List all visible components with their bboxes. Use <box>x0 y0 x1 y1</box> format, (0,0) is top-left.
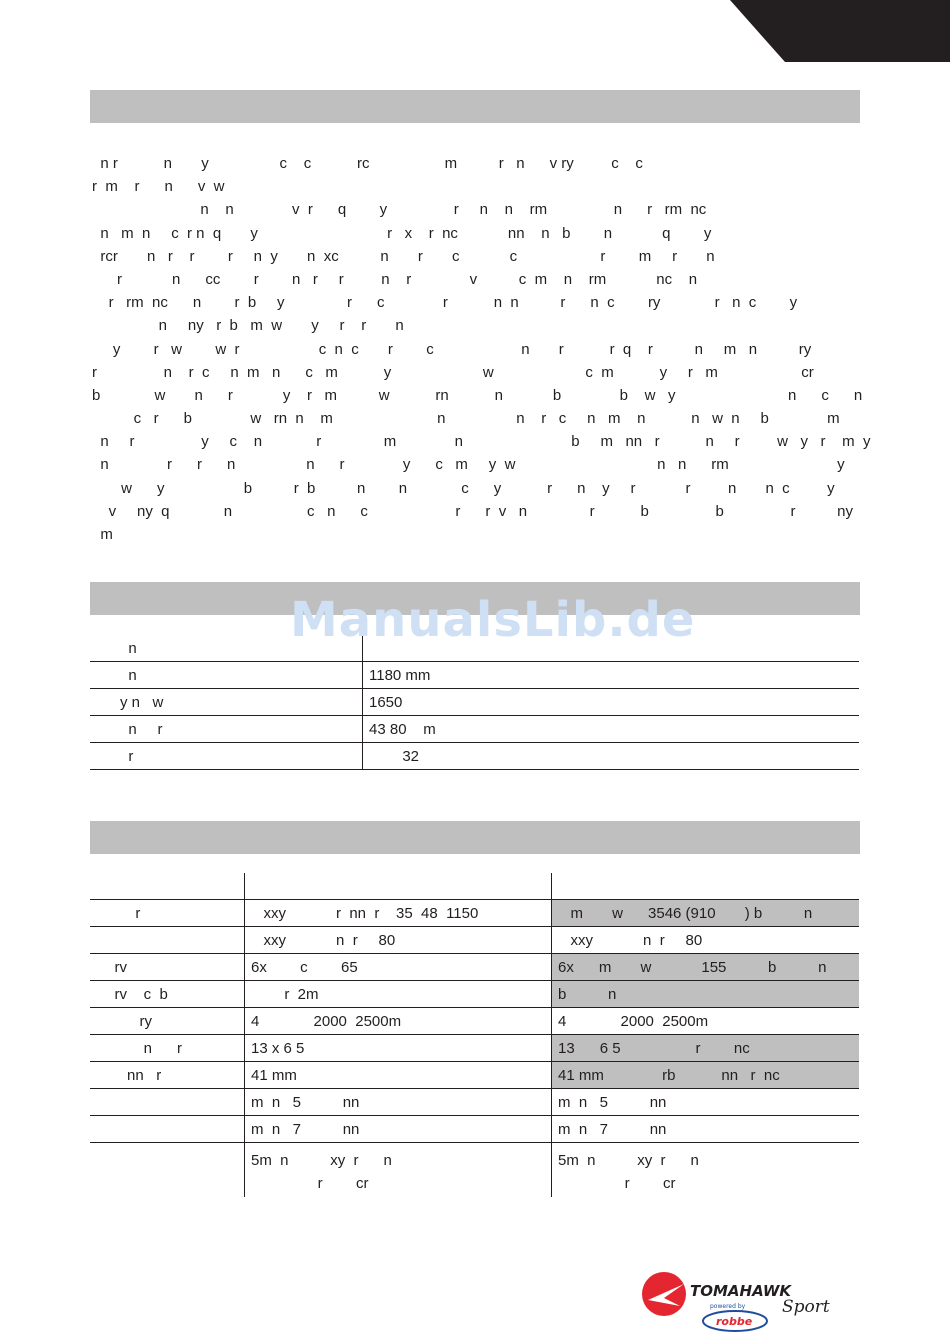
section-header-bar-description <box>90 90 860 123</box>
equip-option-a: m n 5 nn <box>245 1089 552 1116</box>
paragraph-line: r rm nc n r b y r c r n n r n c ry r n c y <box>92 294 798 312</box>
equip-option-b: m n 5 nn <box>552 1089 860 1116</box>
spec-value: 43 80 m <box>363 716 860 743</box>
watermark: ManualsLib.de <box>290 592 696 648</box>
equip-option-a: 4 2000 2500m <box>245 1008 552 1035</box>
equip-option-b: 4 2000 2500m <box>552 1008 860 1035</box>
paragraph-line: y r w w r c n c r c n r r q r n m n ry <box>92 340 812 358</box>
section-header-bar-equipment <box>90 821 860 854</box>
equip-item-label <box>90 1143 245 1198</box>
logo-partner-text: robbe <box>716 1315 753 1328</box>
spec-value: 1180 mm <box>363 662 860 689</box>
table-row <box>90 873 859 900</box>
spec-value: 32 <box>363 743 860 770</box>
spec-label: y n w <box>90 689 363 716</box>
table-row <box>90 927 859 954</box>
paragraph-line: n n v r q y r n n rm n r rm nc <box>92 201 707 219</box>
equip-option-b: b n <box>552 981 860 1008</box>
equip-option-a: r 2m <box>245 981 552 1008</box>
table-row <box>90 1143 859 1198</box>
table-row <box>90 636 859 662</box>
equip-option-b: 13 6 5 r nc <box>552 1035 860 1062</box>
paragraph-line: n r n y c c rc m r n v ry c c <box>92 155 643 172</box>
cell-line: 5m n xy r n <box>558 1152 699 1169</box>
table-row <box>90 662 859 689</box>
paragraph-line: r n cc r n r r n r v c m n rm nc n <box>92 270 698 288</box>
specs-table <box>90 636 859 770</box>
equip-option-a <box>245 1143 552 1198</box>
equip-item-label: n r <box>90 1035 245 1062</box>
equip-option-a: xxy r nn r 35 48 1150 <box>245 900 552 927</box>
corner-tab-decoration <box>730 0 950 62</box>
paragraph-line: m <box>92 526 113 543</box>
intro-paragraph <box>92 152 871 546</box>
paragraph-line: c r b w rn n m n n r c n m n n w n b m <box>92 410 840 428</box>
table-row <box>90 743 859 770</box>
equip-header-option-b <box>552 873 860 900</box>
table-row <box>90 1116 859 1143</box>
cell-line: r cr <box>251 1175 369 1192</box>
paragraph-line: w y b r b n n c y r n y r r n n c y <box>92 479 835 497</box>
equip-option-a: m n 7 nn <box>245 1116 552 1143</box>
table-row <box>90 900 859 927</box>
table-row <box>90 1035 859 1062</box>
equip-option-a: 6x c 65 <box>245 954 552 981</box>
paragraph-line: n ny r b m w y r r n <box>92 317 404 335</box>
spec-label: n <box>90 662 363 689</box>
spec-label: n r <box>90 716 363 743</box>
equip-item-label: ry <box>90 1008 245 1035</box>
equip-option-b <box>552 1143 860 1198</box>
paragraph-line: n r y c n r m n b m nn r n r w y r m y <box>92 433 871 451</box>
equip-option-b: m w 3546 (910 ) b n <box>552 900 860 927</box>
equip-item-label <box>90 1116 245 1143</box>
paragraph-line: b w n r y r m w rn n b b w y n c n <box>92 386 863 404</box>
paragraph-line: r m r n v w <box>92 178 225 196</box>
specs-header-value <box>363 636 860 662</box>
table-row <box>90 689 859 716</box>
equip-item-label: rv <box>90 954 245 981</box>
equip-option-b: xxy n r 80 <box>552 927 860 954</box>
table-row <box>90 981 859 1008</box>
equip-item-label <box>90 1089 245 1116</box>
paragraph-line: n r r n n r y c m y w n n rm y <box>92 456 845 474</box>
equip-item-label: r <box>90 900 245 927</box>
tomahawk-sport-logo <box>640 1266 850 1336</box>
equip-item-label <box>90 927 245 954</box>
equipment-table <box>90 873 859 1197</box>
table-row <box>90 1062 859 1089</box>
paragraph-line: rcr n r r r n y n xc n r c c r m r n <box>92 247 715 265</box>
equip-option-a: xxy n r 80 <box>245 927 552 954</box>
equip-header-item <box>90 873 245 900</box>
equip-option-a: 41 mm <box>245 1062 552 1089</box>
paragraph-line: v ny q n c n c r r v n r b b r ny <box>92 502 854 520</box>
equip-option-b: 6x m w 155 b n <box>552 954 860 981</box>
equip-item-label: nn r <box>90 1062 245 1089</box>
logo-tagline-text: powered by <box>710 1303 746 1310</box>
logo-sub-text: Sport <box>782 1297 830 1317</box>
spec-label: r <box>90 743 363 770</box>
equip-header-option-a <box>245 873 552 900</box>
equip-item-label: rv c b <box>90 981 245 1008</box>
cell-line: r cr <box>558 1175 676 1192</box>
equip-option-b: m n 7 nn <box>552 1116 860 1143</box>
paragraph-line: r n r c n m n c m y w c m y r m cr <box>92 363 814 381</box>
table-row <box>90 954 859 981</box>
paragraph-line: n m n c r n q y r x r nc nn n b n q y <box>92 224 712 242</box>
logo-brand-text: TOMAHAWK <box>690 1282 792 1300</box>
table-row <box>90 1008 859 1035</box>
equip-option-a: 13 x 6 5 <box>245 1035 552 1062</box>
equip-option-b: 41 mm rb nn r nc <box>552 1062 860 1089</box>
table-row <box>90 1089 859 1116</box>
table-row <box>90 716 859 743</box>
cell-line: 5m n xy r n <box>251 1152 392 1169</box>
specs-header-label: n <box>90 636 363 662</box>
spec-value: 1650 <box>363 689 860 716</box>
